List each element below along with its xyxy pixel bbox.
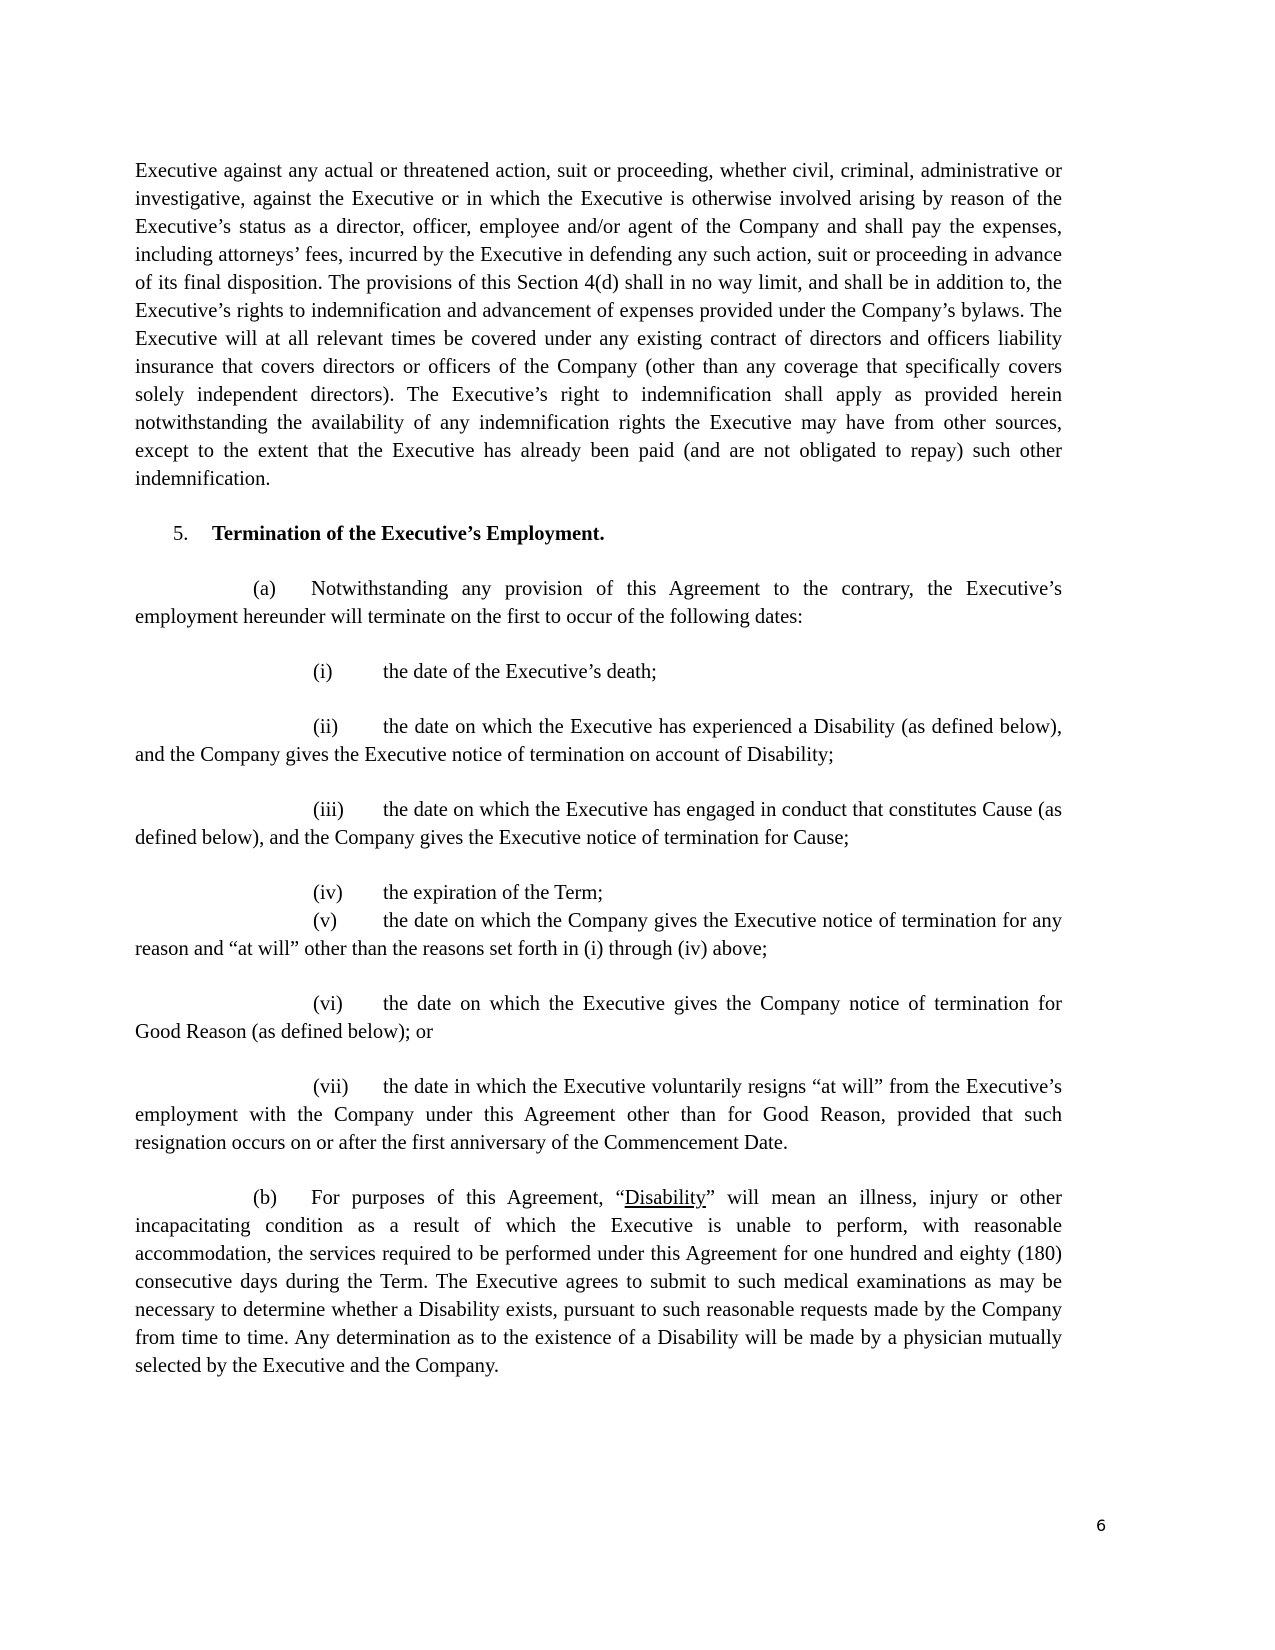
section-number: 5. (173, 523, 189, 545)
list-item-label: (iii) (313, 799, 344, 821)
paragraph-b-text-after: ” will mean an illness, injury or other incapacitating condition as a result of which the Executive is unable to perform, with reasonable accommodation, the services required to be performed under this Agreement for one hundred and eighty (180) consecutive days during the Term. The Executive agrees to submit to such medical examinations as may be necessary to determine whether a Disability exists, pursuant to such reasonable requests made by the Company from time to time. Any determination as to the existence of a Disability will be made by a physician mutually selected by the Executive and the Company. (135, 1187, 1062, 1377)
list-item-text: the date of the Executive’s death; (383, 661, 657, 683)
list-item-label: (v) (313, 910, 338, 932)
section-title: Termination of the Executive’s Employment. (212, 523, 605, 545)
page-number: 6 (1096, 1516, 1107, 1535)
list-item-text: the expiration of the Term; (383, 882, 604, 904)
list-item-vi (135, 990, 1062, 1046)
defined-term-disability: Disability (624, 1187, 706, 1209)
list-item-label: (ii) (313, 716, 339, 738)
list-item-ii (135, 713, 1062, 769)
list-item-text: the date on which the Executive gives the Company notice of termination for Good Reason (as defined below); or (135, 993, 1062, 1043)
paragraph-b-label: (b) (253, 1187, 278, 1209)
list-item-label: (iv) (313, 882, 343, 904)
list-item-text: the date on which the Executive has experienced a Disability (as defined below), and the Company gives the Executive notice of termination on account of Disability; (135, 716, 1062, 766)
list-item-label: (vii) (313, 1076, 349, 1098)
document-page (135, 157, 1062, 1380)
list-item-iv (135, 879, 1062, 907)
section-heading (135, 520, 1062, 548)
list-item-text: the date on which the Company gives the Executive notice of termination for any reason and “at will” other than the reasons set forth in (i) through (iv) above; (135, 910, 1062, 960)
paragraph-a-label: (a) (253, 578, 276, 600)
intro-paragraph: Executive against any actual or threatened action, suit or proceeding, whether civil, criminal, administrative or investigative, against the Executive or in which the Executive is otherwise involved arising by reason of the Executive’s status as a director, officer, employee and/or agent of the Company and shall pay the expenses, including attorneys’ fees, incurred by the Executive in defending any such action, suit or proceeding in advance of its final disposition. The provisions of this Section 4(d) shall in no way limit, and shall be in addition to, the Executive’s rights to indemnification and advancement of expenses provided under the Company’s bylaws. The Executive will at all relevant times be covered under any existing contract of directors and officers liability insurance that covers directors or officers of the Company (other than any coverage that specifically covers solely independent directors). The Executive’s right to indemnification shall apply as provided herein notwithstanding the availability of any indemnification rights the Executive may have from other sources, except to the extent that the Executive has already been paid (and are not obligated to repay) such other indemnification. (135, 160, 1062, 490)
paragraph-b (135, 1184, 1062, 1380)
list-item-v (135, 907, 1062, 963)
paragraph-a-text: Notwithstanding any provision of this Agreement to the contrary, the Executive’s employment hereunder will terminate on the first to occur of the following dates: (135, 578, 1062, 628)
list-item-text: the date on which the Executive has engaged in conduct that constitutes Cause (as defined below), and the Company gives the Executive notice of termination for Cause; (135, 799, 1062, 849)
list-item-vii (135, 1073, 1062, 1157)
paragraph-a (135, 575, 1062, 631)
paragraph-b-text-before: For purposes of this Agreement, “ (311, 1187, 625, 1209)
list-item-iii (135, 796, 1062, 852)
list-item-label: (i) (313, 661, 333, 683)
list-item-i (135, 658, 1062, 686)
list-item-label: (vi) (313, 993, 343, 1015)
list-item-text: the date in which the Executive voluntarily resigns “at will” from the Executive’s employment with the Company under this Agreement other than for Good Reason, provided that such resignation occurs on or after the first anniversary of the Commencement Date. (135, 1076, 1062, 1154)
